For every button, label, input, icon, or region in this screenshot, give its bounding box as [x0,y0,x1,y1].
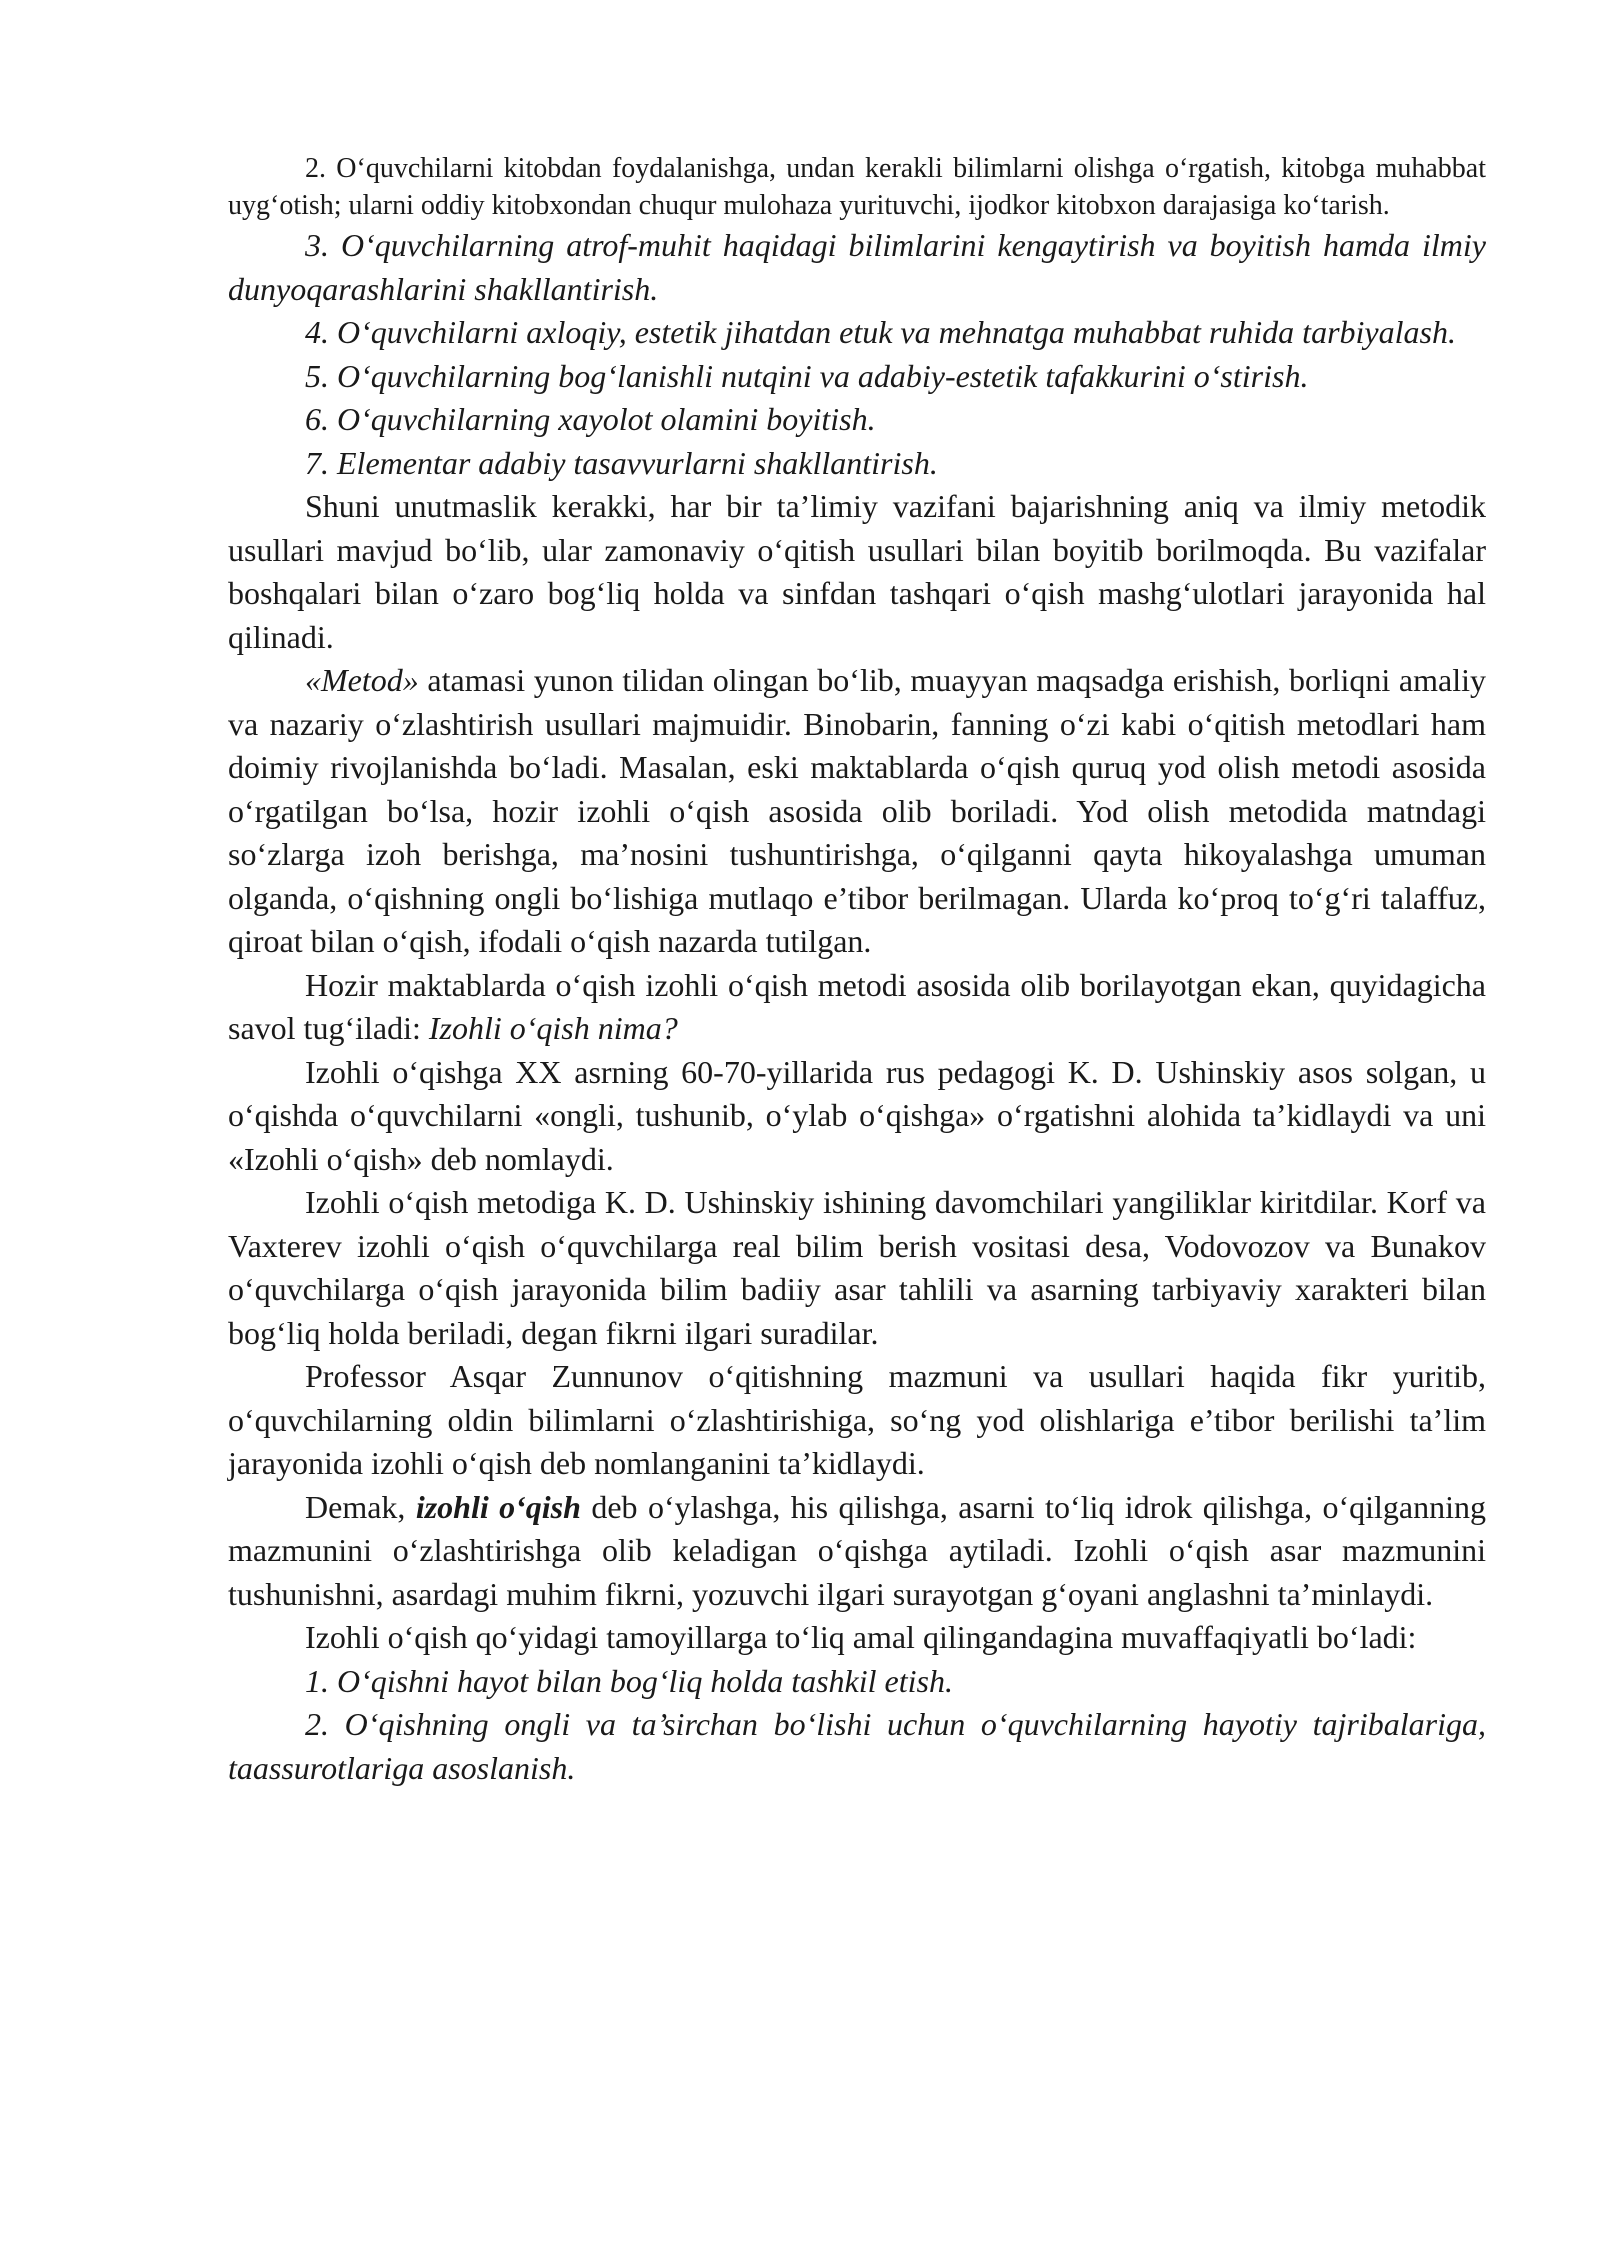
key-term: izohli o‘qish [415,1488,581,1525]
text-run: Demak, [305,1488,416,1525]
text-run: 6. O‘quvchilarning xayolot olamini boyitish. [305,401,876,437]
paragraph-question [228,964,1486,1051]
paragraph-goal-3 [228,224,1486,311]
paragraph-goal-2 [228,150,1486,224]
paragraph-principles-intro [228,1616,1486,1660]
text-run: 2. O‘quvchilarni kitobdan foydalanishga, undan kerakli bilimlarni olishga o‘rgatish, kitobga muhabbat uyg‘otish; ularni oddiy kitobxondan chuqur mulohaza yurituvchi, ijodkor kitobxon darajasiga ko‘tarish. [228,153,1486,221]
text-run: Izohli o‘qish metodiga K. D. Ushinskiy ishining davomchilari yangiliklar kiritdilar. Korf va Vaxterev izohli o‘qish o‘quvchilarga real bilim berish vositasi desa, Vodovozov va Bunakov o‘quvchilarga o‘qish jarayonida bilim badiiy asar tahlili va asarning tarbiyaviy xarakteri bilan bog‘liq holda beriladi, degan fikrni ilgari suradilar. [228,1184,1486,1351]
paragraph-goal-4 [228,311,1486,355]
paragraph-goal-6 [228,398,1486,442]
text-run: 5. O‘quvchilarning bog‘lanishli nutqini va adabiy-estetik tafakkurini o‘stirish. [305,357,1309,394]
text-run: 7. Elementar adabiy tasavvurlarni shakllantirish. [305,444,938,481]
text-run: Hozir maktablarda o‘qish izohli o‘qish metodi asosida olib borilayotgan ekan, quyidagicha savol tug‘iladi: [228,966,1486,1046]
paragraph-goal-5 [228,355,1486,399]
text-run: 3. O‘quvchilarning atrof-muhit haqidagi bilimlarini kengaytirish va boyitish hamda ilmiy dunyoqarashlarini shakllantirish. [228,227,1486,307]
paragraph-definition [228,1486,1486,1617]
paragraph-principle-1 [228,1660,1486,1704]
paragraph-ushinskiy [228,1051,1486,1182]
paragraph-zunnunov [228,1355,1486,1486]
text-run: deb o‘ylashga, his qilishga, asarni to‘liq idrok qilishga, o‘qilganning mazmunini o‘zlashtirishga olib keladigan o‘qishga aytiladi. Izohli o‘qish asar mazmunini tushunishni, asardagi muhim fikrni, yozuvchi ilgari surayotgan g‘oyani anglashni ta’minlaydi. [228,1488,1487,1612]
text-run: 4. O‘quvchilarni axloqiy, estetik jihatdan etuk va mehnatga muhabbat ruhida tarbiyalash. [305,314,1456,350]
text-run: Izohli o‘qish qo‘yidagi tamoyillarga to‘liq amal qilingandagina muvaffaqiyatli bo‘ladi: [305,1619,1417,1655]
question-text: Izohli o‘qish nima? [428,1010,678,1046]
document-page [228,150,1486,1790]
text-run: atamasi yunon tilidan olingan bo‘lib, muayyan maqsadga erishish, borliqni amaliy va nazariy o‘zlashtirish usullari majmuidir. Binobarin, fanning o‘zi kabi o‘qitish metodlari ham doimiy rivojlanishda bo‘ladi. Masalan, eski maktablarda o‘qish quruq yod olish metodi asosida o‘rgatilgan bo‘lsa, hozir izohli o‘qish asosida olib boriladi. Yod olish metodida matndagi so‘zlarga izoh berishga, ma’nosini tushuntirishga, o‘qilganni qayta hikoyalashga umuman olganda, o‘qishning ongli bo‘lishiga mutlaqo e’tibor berilmagan. Ularda ko‘proq to‘g‘ri talaffuz, qiroat bilan o‘qish, ifodali o‘qish nazarda tutilgan. [228,662,1486,959]
paragraph-principle-2 [228,1703,1486,1790]
paragraph-metod-definition [228,659,1486,964]
paragraph-tasks-note [228,485,1486,659]
metod-term: «Metod» [305,662,419,698]
paragraph-goal-7 [228,442,1486,486]
paragraph-followers [228,1181,1486,1355]
text-run: Professor Asqar Zunnunov o‘qitishning mazmuni va usullari haqida fikr yuritib, o‘quvchilarning oldin bilimlarni o‘zlashtirishiga, so‘ng yod olishlariga e’tibor berilishi ta’lim jarayonida izohli o‘qish deb nomlanganini ta’kidlaydi. [228,1358,1486,1481]
text-run: 1. O‘qishni hayot bilan bog‘liq holda tashkil etish. [305,1662,953,1699]
text-run: 2. O‘qishning ongli va ta’sirchan bo‘lishi uchun o‘quvchilarning hayotiy tajribalariga, taassurotlariga asoslanish. [228,1706,1486,1786]
text-run: Shuni unutmaslik kerakki, har bir ta’limiy vazifani bajarishning aniq va ilmiy metodik usullari mavjud bo‘lib, ular zamonaviy o‘qitish usullari bilan boyitib borilmoqda. Bu vazifalar boshqalari bilan o‘zaro bog‘liq holda va sinfdan tashqari o‘qish mashg‘ulotlari jarayonida hal qilinadi. [228,488,1486,655]
text-run: Izohli o‘qishga XX asrning 60-70-yillarida rus pedagogi K. D. Ushinskiy asos solgan, u o‘qishda o‘quvchilarni «ongli, tushunib, o‘ylab o‘qishga» o‘rgatishni alohida ta’kidlaydi va uni «Izohli o‘qish» deb nomlaydi. [228,1053,1486,1177]
